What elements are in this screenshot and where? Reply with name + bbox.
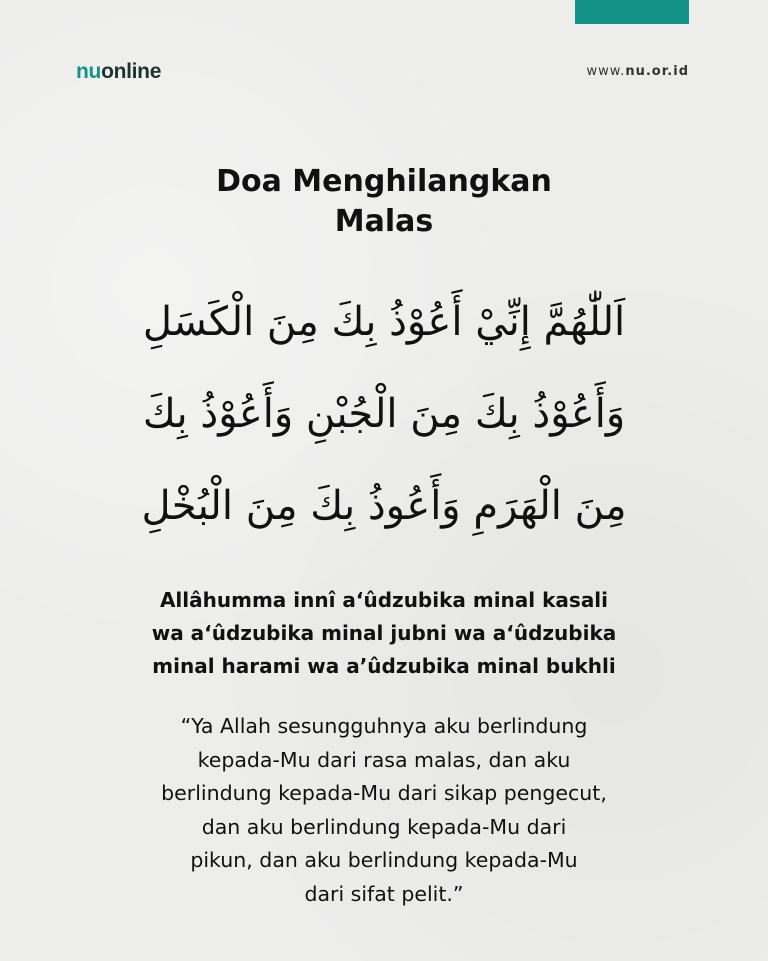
accent-bar [575, 0, 689, 24]
translation-line-2: kepada-Mu dari rasa malas, dan aku [197, 747, 571, 772]
transliteration-line-1: Allâhumma innî a‘ûdzubika minal kasali [159, 588, 609, 612]
translation [0, 710, 768, 911]
logo-suffix: online [101, 60, 162, 83]
translation-line-6: dari sifat pelit.” [304, 881, 464, 906]
translation-line-4: dan aku berlindung kepada-Mu dari [201, 814, 567, 839]
page-title [0, 162, 768, 242]
transliteration-line-2: wa a‘ûdzubika minal jubni wa a‘ûdzubika [151, 621, 617, 645]
title-line-1: Doa Menghilangkan [216, 164, 552, 199]
arabic-line-1: اَللّٰهُمَّ إِنِّيْ أَعُوْذُ بِكَ مِنَ الْكَسَلِ [142, 299, 626, 345]
site-url-prefix: www. [586, 64, 626, 79]
logo-prefix: nu [76, 60, 102, 83]
arabic-prayer [140, 276, 628, 552]
transliteration-line-3: minal harami wa a’ûdzubika minal bukhli [152, 654, 616, 678]
site-url-domain: nu.or.id [625, 64, 689, 79]
title-line-2: Malas [334, 204, 434, 239]
translation-line-5: pikun, dan aku berlindung kepada-Mu [190, 848, 578, 872]
translation-line-1: “Ya Allah sesungguhnya aku berlindung [180, 714, 588, 738]
translation-line-3: berlindung kepada-Mu dari sikap pengecut, [161, 781, 607, 805]
arabic-line-2: وَأَعُوْذُ بِكَ مِنَ الْجُبْنِ وَأَعُوْذُ بِكَ [142, 391, 626, 437]
transliteration [0, 584, 768, 683]
site-url [587, 64, 689, 79]
nu-online-logo [76, 60, 161, 84]
arabic-line-3: مِنَ الْهَرَمِ وَأَعُوذُ بِكَ مِنَ الْبُخْلِ [141, 483, 627, 529]
